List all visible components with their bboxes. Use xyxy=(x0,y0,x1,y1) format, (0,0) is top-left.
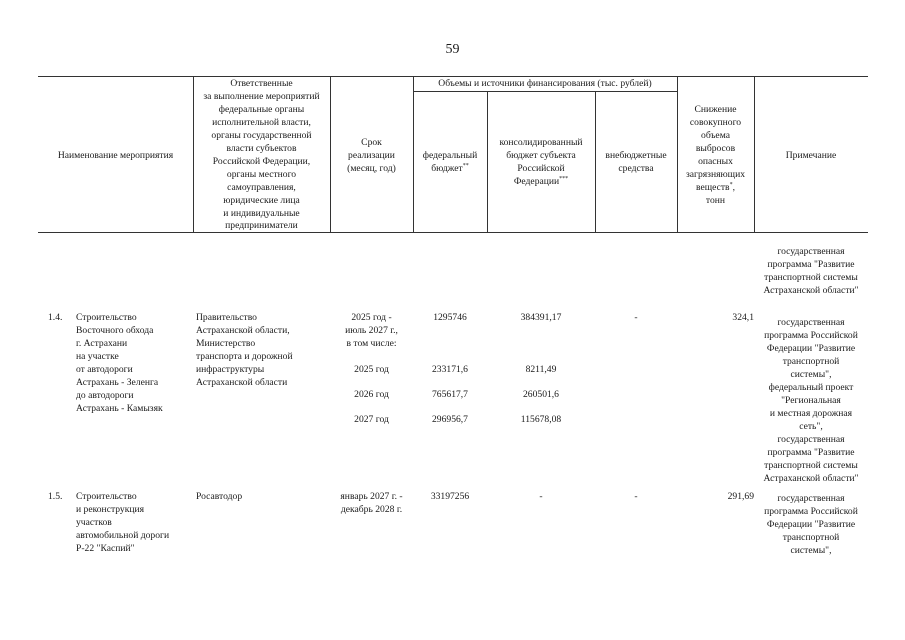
row-reduction: 324,1 xyxy=(732,312,754,323)
row-federal: 1295746 xyxy=(433,312,467,323)
header-financing: Объемы и источники финансирования (тыс. рублей) xyxy=(438,78,652,89)
header-name: Наименование мероприятия xyxy=(57,150,174,161)
table-top-border xyxy=(38,76,868,77)
row-responsible: Росавтодор xyxy=(196,491,243,502)
row-reduction: 291,69 xyxy=(727,491,754,502)
header-note: Примечание xyxy=(785,150,837,161)
row-extrabudget: - xyxy=(634,312,638,323)
row-number: 1.5. xyxy=(48,491,63,502)
header-bottom-border xyxy=(38,232,868,233)
page-number: 59 xyxy=(445,42,460,57)
row-consolidated: 384391,17 xyxy=(520,312,562,323)
row-consolidated: - xyxy=(539,491,543,502)
row-number: 1.4. xyxy=(48,312,63,323)
row-federal: 33197256 xyxy=(430,491,470,502)
row-extrabudget: - xyxy=(634,491,638,502)
financing-subheader-border xyxy=(413,91,677,92)
